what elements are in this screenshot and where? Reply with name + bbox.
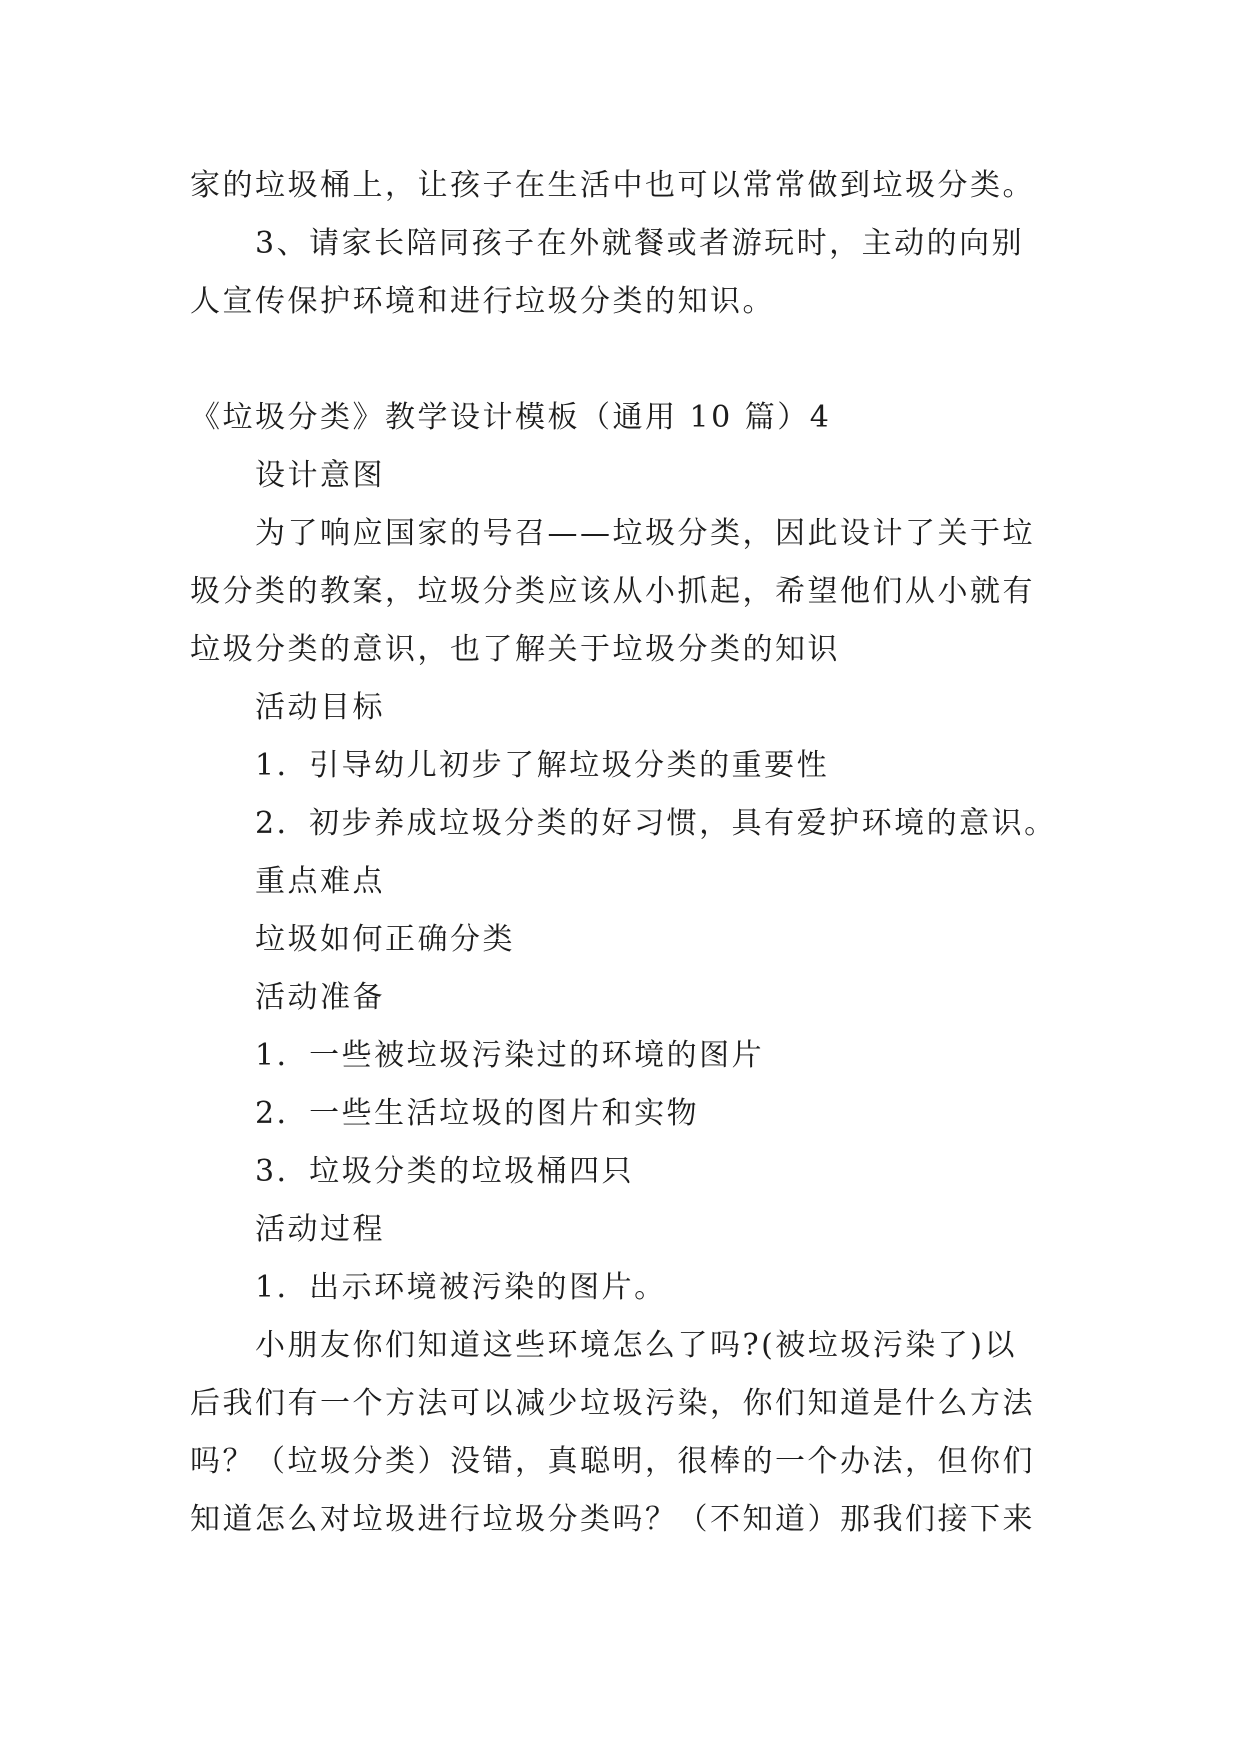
design-intent-line: 圾分类的教案，垃圾分类应该从小抓起，希望他们从小就有 xyxy=(190,574,1035,609)
key-points-text: 垃圾如何正确分类 xyxy=(255,922,515,957)
preparation-item: 1．一些被垃圾污染过的环境的图片 xyxy=(255,1038,765,1073)
process-line: 小朋友你们知道这些环境怎么了吗?(被垃圾污染了)以 xyxy=(255,1328,1017,1363)
preparation-item: 3．垃圾分类的垃圾桶四只 xyxy=(255,1154,635,1189)
design-intent-line: 垃圾分类的意识，也了解关于垃圾分类的知识 xyxy=(190,632,840,667)
previous-item3-line1: 3、请家长陪同孩子在外就餐或者游玩时，主动的向别 xyxy=(255,226,1025,261)
key-points-heading: 重点难点 xyxy=(255,864,385,899)
process-line: 后我们有一个方法可以减少垃圾污染，你们知道是什么方法 xyxy=(190,1386,1035,1421)
preparation-heading: 活动准备 xyxy=(255,980,385,1015)
goal-item: 1．引导幼儿初步了解垃圾分类的重要性 xyxy=(255,748,830,783)
design-intent-heading: 设计意图 xyxy=(255,458,385,493)
process-line: 知道怎么对垃圾进行垃圾分类吗？（不知道）那我们接下来 xyxy=(190,1502,1035,1537)
section-title: 《垃圾分类》教学设计模板（通用 10 篇）4 xyxy=(190,400,832,435)
previous-closing-line: 家的垃圾桶上，让孩子在生活中也可以常常做到垃圾分类。 xyxy=(190,168,1035,203)
process-heading: 活动过程 xyxy=(255,1212,385,1247)
design-intent-line: 为了响应国家的号召——垃圾分类，因此设计了关于垃 xyxy=(255,516,1035,551)
goals-heading: 活动目标 xyxy=(255,690,385,725)
goal-item: 2．初步养成垃圾分类的好习惯，具有爱护环境的意识。 xyxy=(255,806,1057,841)
process-line: 吗？（垃圾分类）没错，真聪明，很棒的一个办法，但你们 xyxy=(190,1444,1035,1479)
section-spacer xyxy=(190,331,1090,389)
previous-item3-line2: 人宣传保护环境和进行垃圾分类的知识。 xyxy=(190,284,775,319)
document-body xyxy=(190,157,1090,1549)
preparation-item: 2．一些生活垃圾的图片和实物 xyxy=(255,1096,700,1131)
process-step1: 1．出示环境被污染的图片。 xyxy=(255,1270,667,1305)
